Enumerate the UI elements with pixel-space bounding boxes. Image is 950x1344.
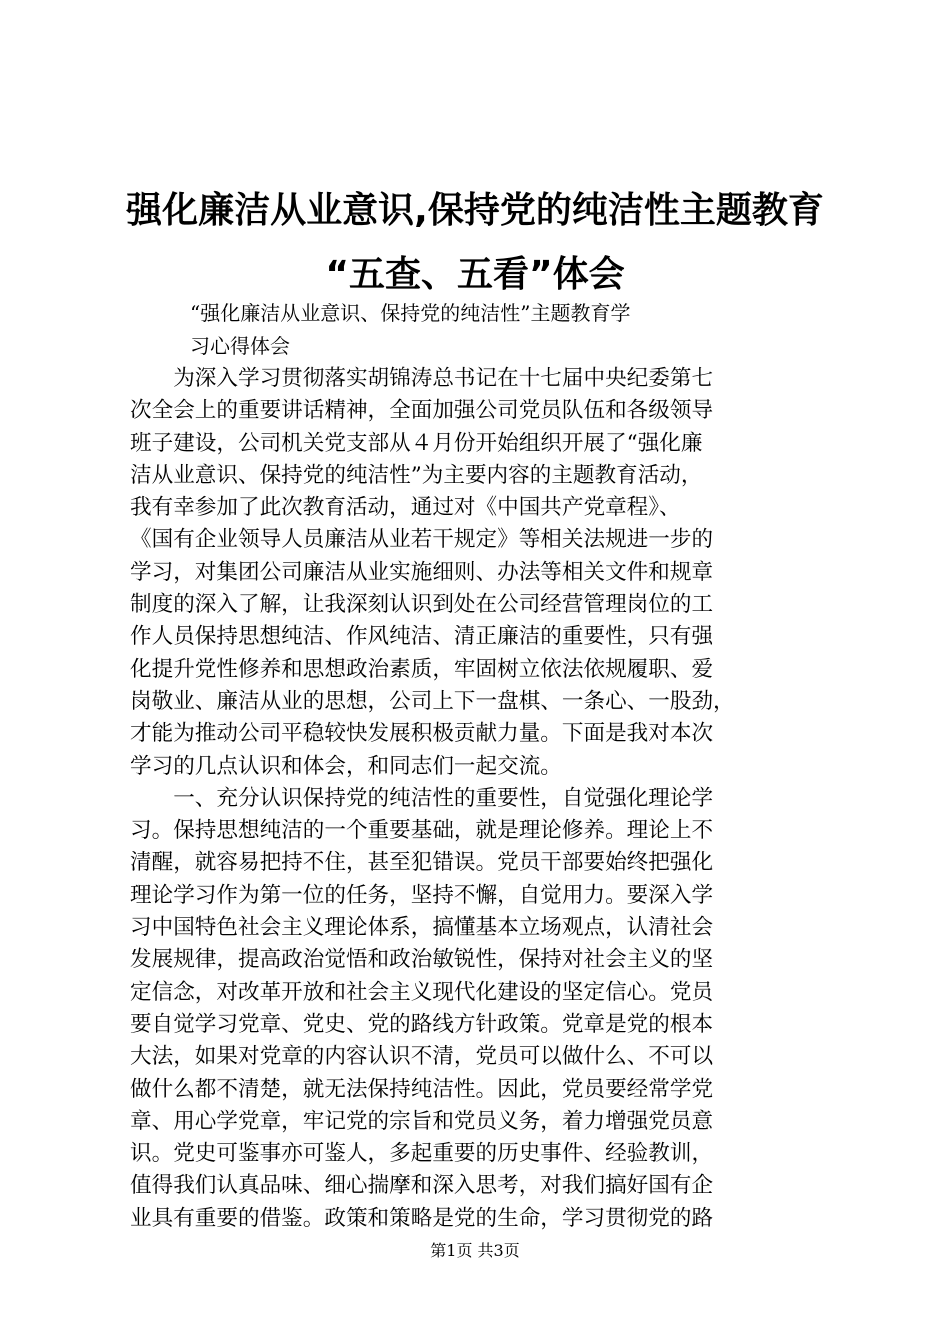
body-text-line: 学习的几点认识和体会，和同志们一起交流。 [130, 753, 562, 779]
body-text-line: 才能为推动公司平稳较快发展积极贡献力量。下面是我对本次 [130, 721, 714, 747]
body-text-line: 我有幸参加了此次教育活动，通过对《中国共产党章程》、 [130, 495, 681, 521]
body-text-line: 要自觉学习党章、党史、党的路线方针政策。党章是党的根本 [130, 1011, 714, 1037]
body-text-line: 清醒，就容易把持不住，甚至犯错误。党员干部要始终把强化 [130, 850, 714, 876]
body-text-line: 定信念，对改革开放和社会主义现代化建设的坚定信心。党员 [130, 979, 714, 1005]
document-title-line2: “五查、五看”体会 [325, 254, 625, 295]
body-text-line: 为深入学习贯彻落实胡锦涛总书记在十七届中央纪委第七 [130, 366, 714, 391]
subtitle-line: “强化廉洁从业意识、保持党的纯洁性”主题教育学 [190, 301, 631, 325]
body-text-line: 值得我们认真品味、细心揣摩和深入思考，对我们搞好国有企 [130, 1173, 714, 1199]
body-text-line: 班子建设，公司机关党支部从４月份开始组织开展了“强化廉 [130, 430, 703, 456]
body-text-line: 识。党史可鉴事亦可鉴人，多起重要的历史事件、经验教训， [130, 1141, 714, 1167]
body-text-line: 次全会上的重要讲话精神，全面加强公司党员队伍和各级领导 [130, 398, 714, 424]
body-text-line: 大法，如果对党章的内容认识不清，党员可以做什么、不可以 [130, 1044, 714, 1070]
body-text-line: 洁从业意识、保持党的纯洁性”为主要内容的主题教育活动， [130, 462, 703, 488]
body-text-line: 一、充分认识保持党的纯洁性的重要性，自觉强化理论学 [130, 785, 714, 811]
subtitle-line: 习心得体会 [190, 334, 290, 358]
body-text-line: 章、用心学党章，牢记党的宗旨和党员义务，着力增强党员意 [130, 1108, 714, 1134]
body-text-line: 《国有企业领导人员廉洁从业若干规定》等相关法规进一步的 [130, 527, 714, 553]
body-text-line: 习。保持思想纯洁的一个重要基础，就是理论修养。理论上不 [130, 818, 714, 844]
body-text-line: 做什么都不清楚，就无法保持纯洁性。因此，党员要经常学党 [130, 1076, 714, 1102]
document-body [130, 363, 850, 1235]
body-text-line: 理论学习作为第一位的任务，坚持不懈，自觉用力。要深入学 [130, 882, 714, 908]
body-text-line: 制度的深入了解，让我深刻认识到处在公司经营管理岗位的工 [130, 592, 714, 618]
document-title-line1: 强化廉洁从业意识,保持党的纯洁性主题教育 [126, 190, 824, 231]
body-text-line: 业具有重要的借鉴。政策和策略是党的生命，学习贯彻党的路 [130, 1205, 714, 1231]
body-text-line: 发展规律，提高政治觉悟和政治敏锐性，保持对社会主义的坚 [130, 947, 714, 973]
page-footer: 第1页 共3页 [430, 1241, 520, 1260]
body-text-line: 习中国特色社会主义理论体系，搞懂基本立场观点，认清社会 [130, 915, 714, 941]
body-text-line: 化提升党性修养和思想政治素质，牢固树立依法依规履职、爱 [130, 656, 714, 682]
body-text-line: 岗敬业、廉洁从业的思想，公司上下一盘棋、一条心、一股劲， [130, 688, 735, 714]
document-subtitle [130, 297, 830, 363]
body-text-line: 作人员保持思想纯洁、作风纯洁、清正廉洁的重要性，只有强 [130, 624, 714, 650]
body-text-line: 学习，对集团公司廉洁从业实施细则、办法等相关文件和规章 [130, 559, 714, 585]
